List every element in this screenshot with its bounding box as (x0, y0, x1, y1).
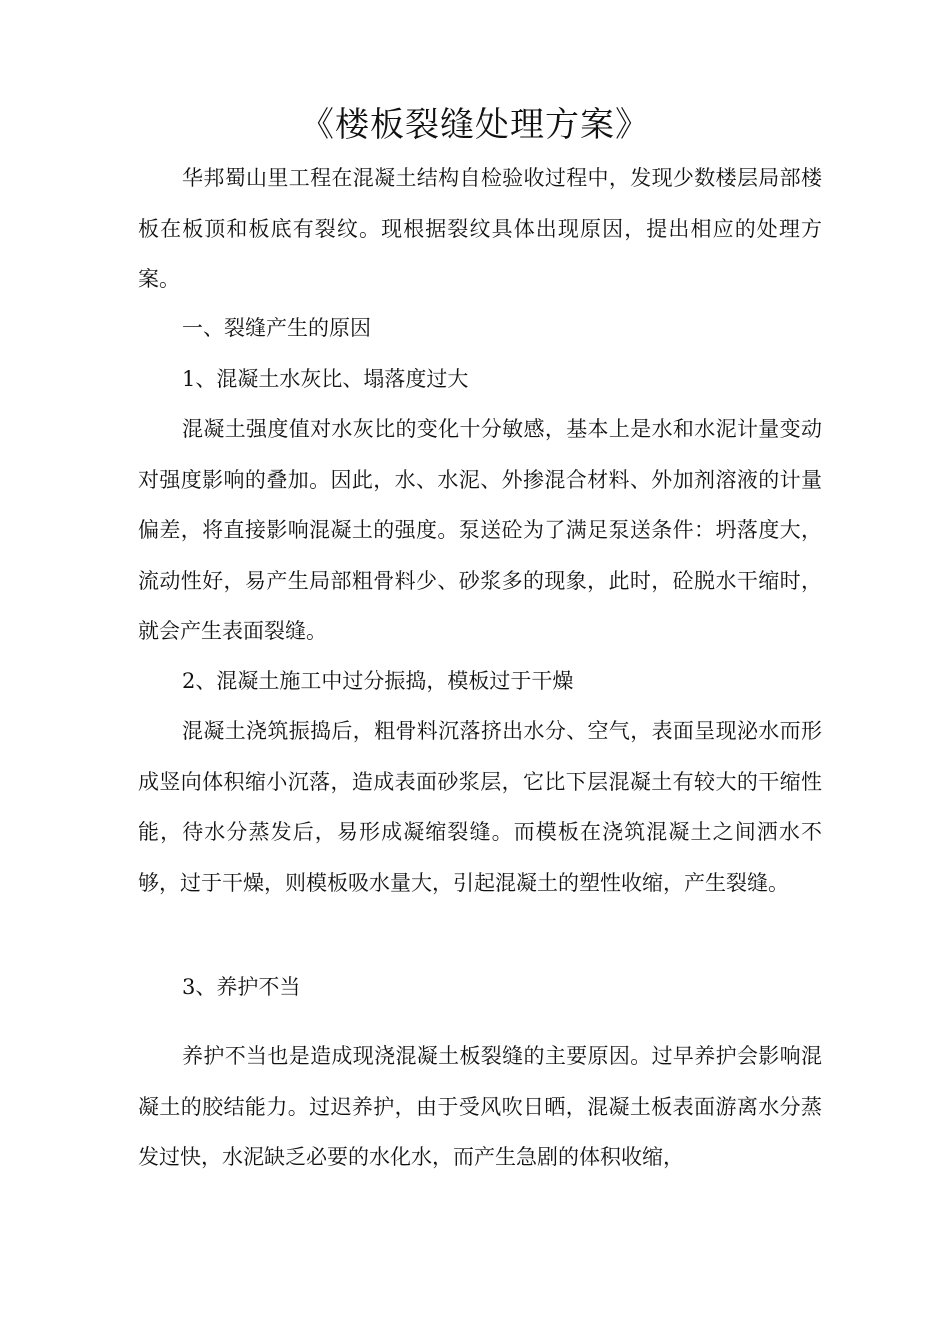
document-title: 《楼板裂缝处理方案》 (300, 105, 650, 145)
subheading-water-cement-ratio: 1、混凝土水灰比、塌落度过大 (182, 367, 469, 391)
paragraph-improper-curing: 养护不当也是造成现浇混凝土板裂缝的主要原因。过早养护会影响混凝土的胶结能力。过迟养护，由于受风吹日晒，混凝土板表面游离水分蒸发过快，水泥缺乏必要的水化水，而产生急剧的体积收缩， (138, 1044, 822, 1169)
section-heading-causes: 一、裂缝产生的原因 (182, 316, 371, 340)
subheading-over-vibration: 2、混凝土施工中过分振捣，模板过于干燥 (182, 669, 574, 693)
paragraph-water-cement-ratio: 混凝土强度值对水灰比的变化十分敏感，基本上是水和水泥计量变动对强度影响的叠加。因此，水、水泥、外掺混合材料、外加剂溶液的计量偏差，将直接影响混凝土的强度。泵送砼为了满足泵送条件：坍落度大，流动性好，易产生局部粗骨料少、砂浆多的现象，此时，砼脱水干缩时，就会产生表面裂缝。 (138, 417, 822, 643)
intro-paragraph: 华邦蜀山里工程在混凝土结构自检验收过程中，发现少数楼层局部楼板在板顶和板底有裂纹。现根据裂纹具体出现原因，提出相应的处理方案。 (138, 166, 822, 291)
paragraph-over-vibration: 混凝土浇筑振捣后，粗骨料沉落挤出水分、空气，表面呈现泌水而形成竖向体积缩小沉落，造成表面砂浆层，它比下层混凝土有较大的干缩性能，待水分蒸发后，易形成凝缩裂缝。而模板在浇筑混凝土之间洒水不够，过于干燥，则模板吸水量大，引起混凝土的塑性收缩，产生裂缝。 (138, 719, 822, 895)
subheading-improper-curing: 3、养护不当 (182, 975, 301, 999)
